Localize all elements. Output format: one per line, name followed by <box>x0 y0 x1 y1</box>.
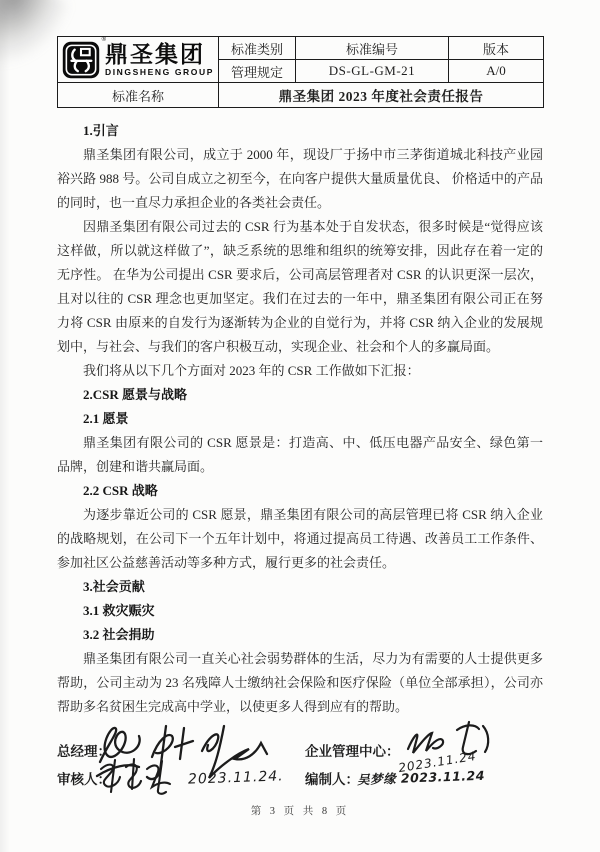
standard-category-label: 标准类别 <box>219 37 296 60</box>
body-paragraph: 因鼎圣集团有限公司过去的 CSR 行为基本处于自发状态，很多时候是“觉得应该这样做，所以就这样做了”，缺乏系统的思维和组织的统筹安排，因此存在着一定的无序性。 在华为公司提出 CSR 要求后，公司高层管理者对 CSR 的认识更深一层次，且对以往的 CSR 理念也更加坚定。我们在过去的一年中，鼎圣集团有限公司正在努力将 CSR 由原来的自发行为逐渐转为企业的自觉行为，并将 CSR 纳入企业的发展规划中，与社会、与我们的客户积极互动，实现企业、社会和个人的多赢局面。 <box>57 219 543 354</box>
mgmt-center-label: 企业管理中心： <box>305 744 400 759</box>
version-label: 版本 <box>449 37 544 60</box>
page-number-indicator: 第 3 页 共 8 页 <box>250 806 350 817</box>
body-paragraph: 鼎圣集团有限公司一直关心社会弱势群体的生活，尽力为有需要的人士提供更多帮助，公司主动为 23 名残障人士缴纳社会保险和医疗保险（单位全部承担），公司亦帮助多名贫困生完成高中学业，以使更多人得到应有的帮助。 <box>57 651 543 714</box>
scan-edge-shade <box>0 0 10 852</box>
compiler-label: 编制人： <box>305 772 359 787</box>
reviewer-label: 审核人： <box>57 772 111 787</box>
mgmt-center-date: 2023.11.24 <box>397 748 478 776</box>
body-paragraph: 鼎圣集团有限公司的 CSR 愿景是：打造高、中、低压电器产品安全、绿色第一品牌，创建和谐共赢局面。 <box>57 435 543 474</box>
standard-category-value: 管理规定 <box>219 60 296 83</box>
section-heading: 3.社会贡献 <box>83 579 145 594</box>
section-heading: 3.1 救灾赈灾 <box>83 603 155 618</box>
section-heading: 3.2 社会捐助 <box>83 627 155 642</box>
registered-trademark-mark: ® <box>101 36 106 43</box>
logo-cell <box>58 37 219 83</box>
body-paragraph: 我们将从以下几个方面对 2023 年的 CSR 工作做如下汇报： <box>83 363 420 378</box>
reviewer-date: 2023.11.24. <box>187 768 284 788</box>
section-heading: 2.2 CSR 战略 <box>83 483 158 498</box>
standard-number-label: 标准编号 <box>296 37 449 60</box>
brand-name-en: DINGSHENG GROUP <box>104 66 214 77</box>
general-manager-label: 总经理： <box>57 744 111 759</box>
standard-header-table <box>57 36 544 108</box>
body-paragraph: 鼎圣集团有限公司，成立于 2000 年，现设厂于扬中市三茅街道城北科技产业园裕兴路 988 号。公司自成立之初至今，在向客户提供大量质量优良、 价格适中的产品的同时，也一直尽力承担企业的各类社会责任。 <box>57 147 543 210</box>
body-paragraph: 为逐步靠近公司的 CSR 愿景，鼎圣集团有限公司的高层管理已将 CSR 纳入企业的战略规划，在公司下一个五年计划中，将通过提高员工待遇、改善员工工作条件、参加社区公益慈善活动等多种方式，履行更多的社会责任。 <box>57 507 543 570</box>
section-heading: 2.1 愿景 <box>83 411 129 426</box>
section-heading: 2.CSR 愿景与战略 <box>83 387 188 402</box>
brand-name-cn: 鼎圣集团 <box>104 40 205 67</box>
standard-number-value: DS-GL-GM-21 <box>296 60 449 83</box>
dingsheng-seal-icon <box>62 36 106 79</box>
version-value: A/0 <box>449 60 544 83</box>
compiler-name-date: 吴梦缘 2023.11.24 <box>356 767 486 788</box>
standard-name-label: 标准名称 <box>58 83 219 108</box>
document-title: 鼎圣集团 2023 年度社会责任报告 <box>219 83 544 108</box>
document-body <box>57 119 543 719</box>
section-heading: 1.引言 <box>83 123 119 138</box>
